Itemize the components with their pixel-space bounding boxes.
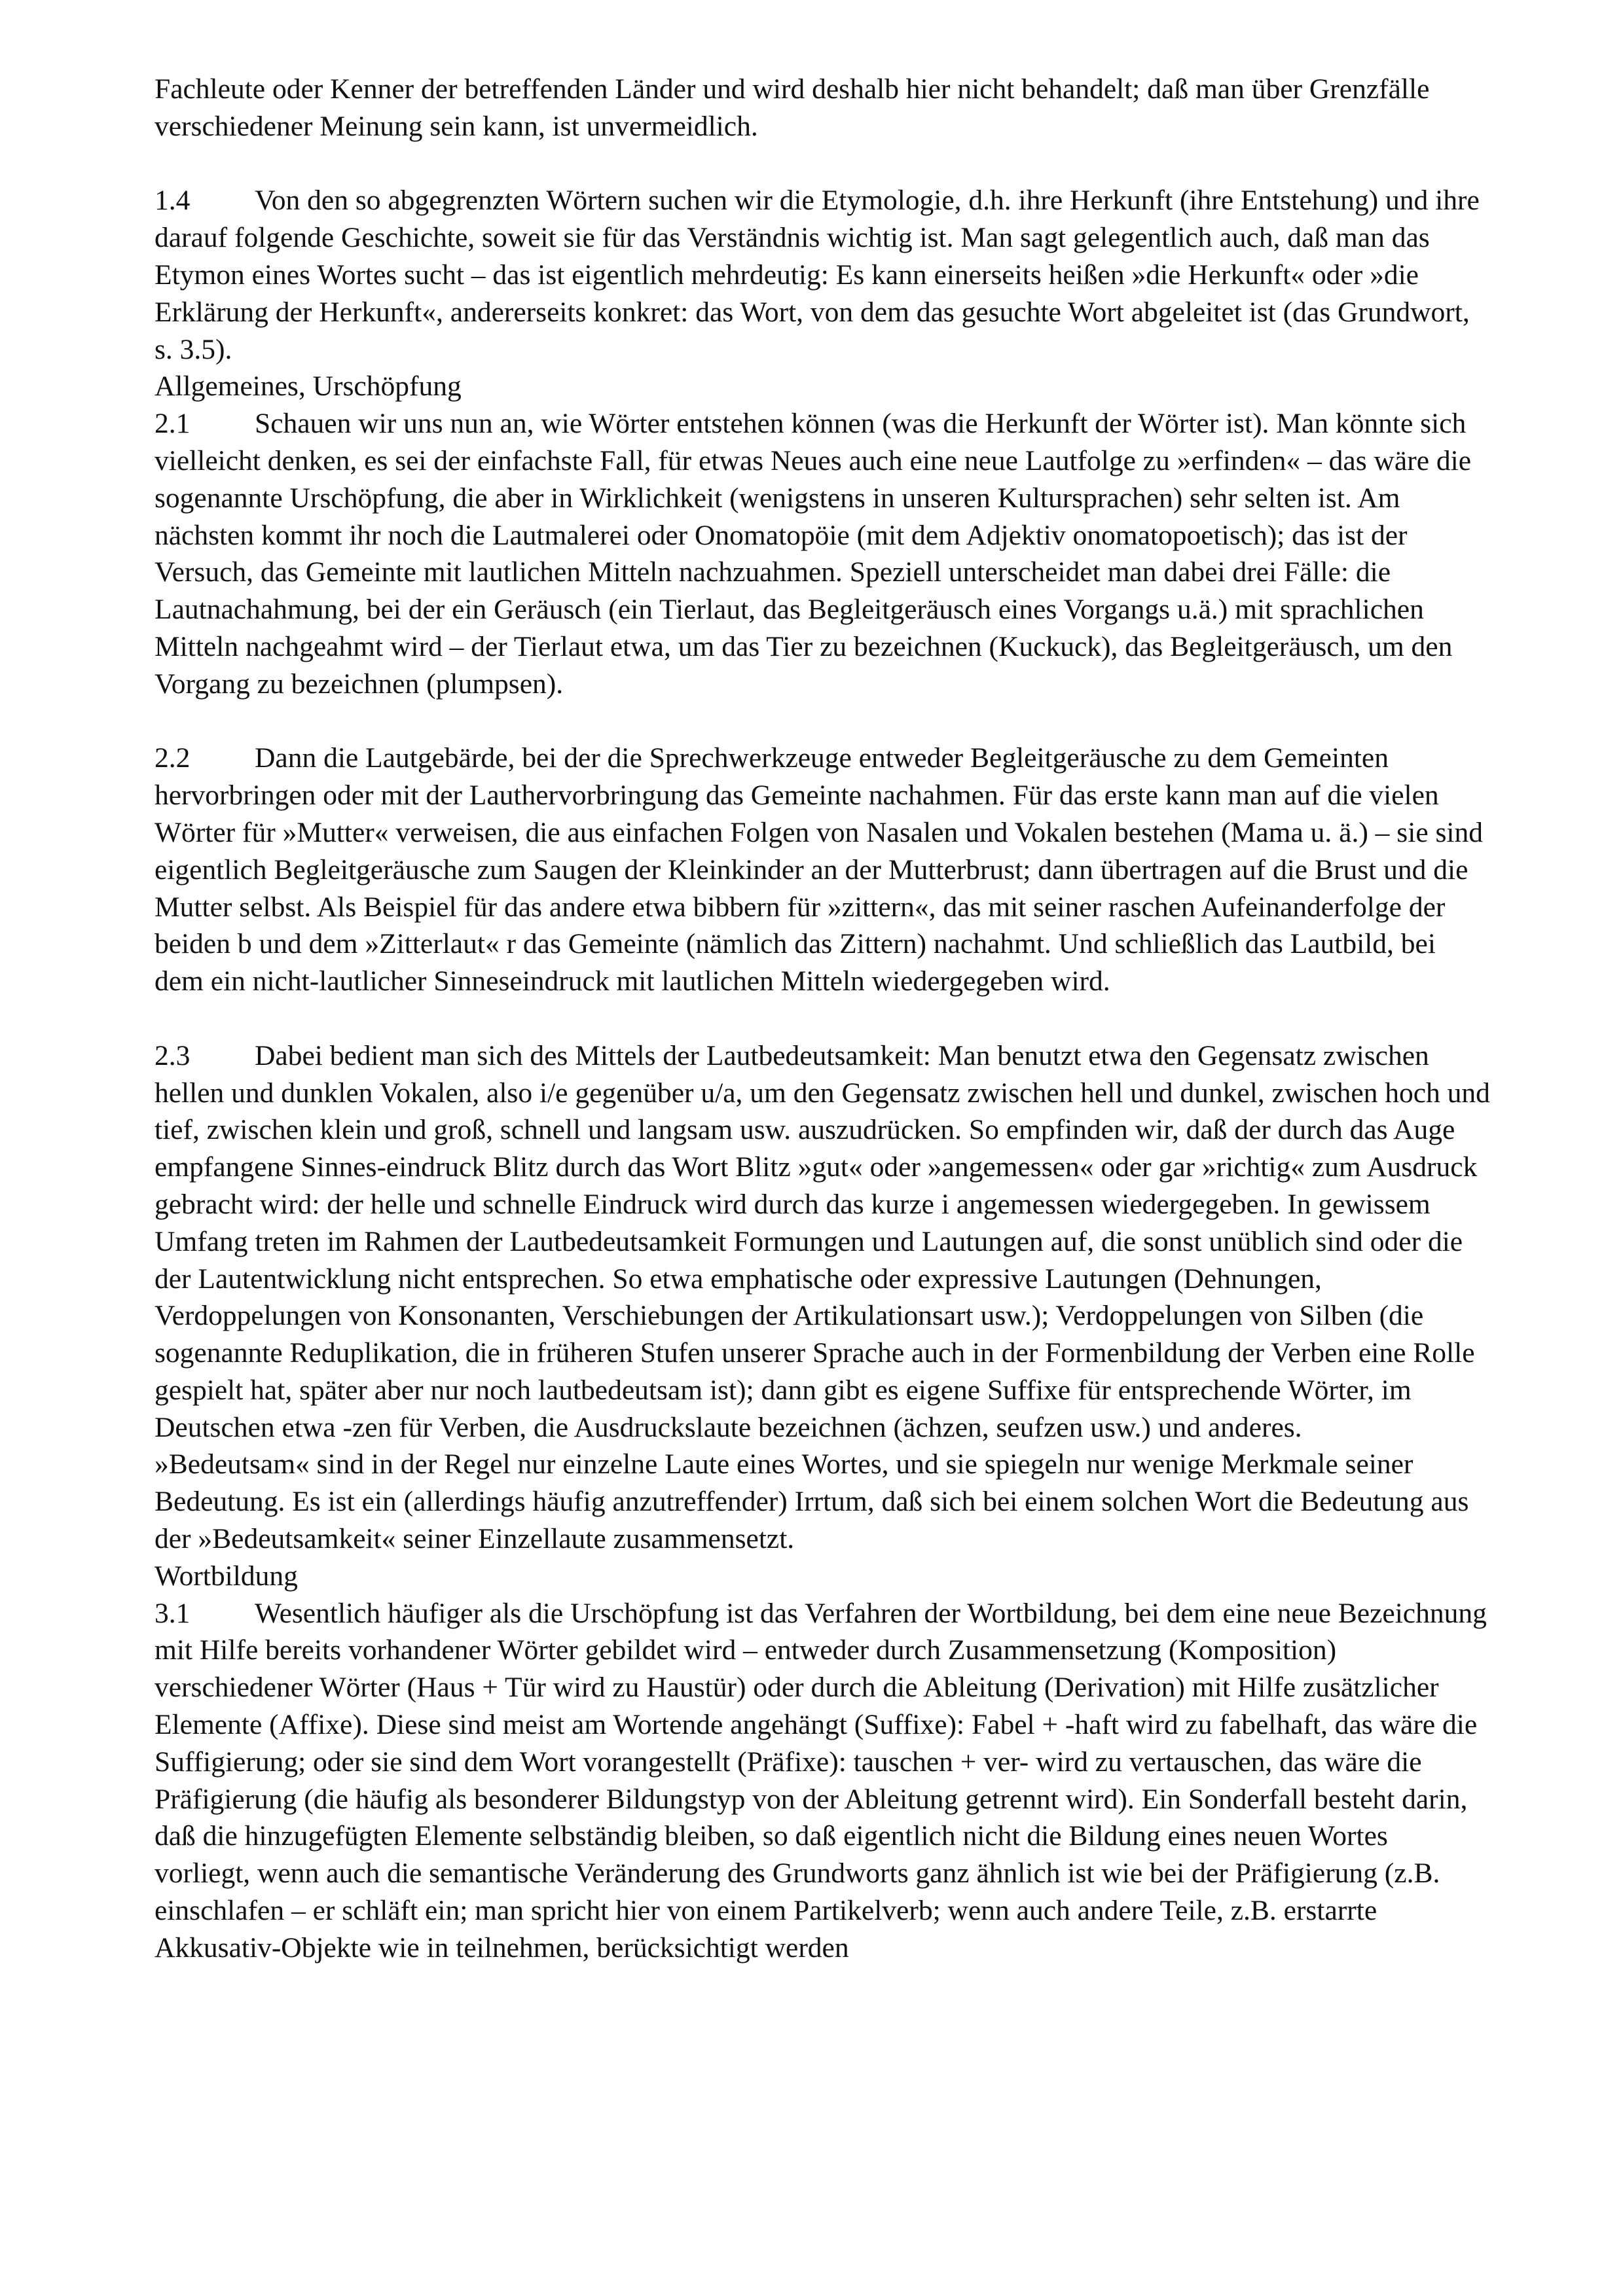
- paragraph-2-2: [155, 740, 1490, 1000]
- section-number-2-1: 2.1: [155, 408, 191, 440]
- paragraph-gap: [155, 1000, 1490, 1037]
- section-number-1-4: 1.4: [155, 185, 191, 217]
- paragraph-3-1: [155, 1595, 1490, 1967]
- heading-allgemeines: Allgemeines, Urschöpfung: [155, 370, 462, 403]
- paragraph-1-4: [155, 182, 1490, 368]
- paragraph-2-1-text: Schauen wir uns nun an, wie Wörter entstehen können (was die Herkunft der Wörter ist). Man könnte sich vielleicht denken, es sei der einfachste Fall, für etwas Neues auch eine neue Lautfolge zu »erfinden« – das wäre die sogenannte Urschöpfung, die aber in Wirklichkeit (wenigstens in unseren Kultursprachen) sehr selten ist. Am nächsten kommt ihr noch die Lautmalerei oder Onomatopöie (mit dem Adjektiv onomatopoetisch); das ist der Versuch, das Gemeinte mit lautlichen Mitteln nachzuahmen. Speziell unterscheidet man dabei drei Fälle: die Lautnachahmung, bei der ein Geräusch (ein Tierlaut, das Begleitgeräusch eines Vorgangs u.ä.) mit sprachlichen Mitteln nachgeahmt wird – der Tierlaut etwa, um das Tier zu bezeichnen (Kuckuck), das Begleitgeräusch, um den Vorgang zu bezeichnen (plumpsen).: [155, 408, 1472, 700]
- paragraph-2-3-continuation: »Bedeutsam« sind in der Regel nur einzelne Laute eines Wortes, und sie spiegeln nur wenige Merkmale seiner Bedeutung. Es ist ein (allerdings häufig anzutreffender) Irrtum, daß sich bei einem solchen Wort die Bedeutung aus der »Bedeutsamkeit« seiner Einzellaute zusammensetzt.: [155, 1448, 1469, 1555]
- paragraph-2-3-text: Dabei bedient man sich des Mittels der Lautbedeutsamkeit: Man benutzt etwa den Gegensatz zwischen hellen und dunklen Vokalen, also i/e gegenüber u/a, um den Gegensatz zwischen hell und dunkel, zwischen hoch und tief, zwischen klein und groß, schnell und langsam usw. auszudrücken. So empfinden wir, daß der durch das Auge empfangene Sinnes-eindruck Blitz durch das Wort Blitz »gut« oder »angemessen« oder gar »richtig« zum Ausdruck gebracht wird: der helle und schnelle Eindruck wird durch das kurze i angemessen wiedergegeben. In gewissem Umfang treten im Rahmen der Lautbedeutsamkeit Formungen und Lautungen auf, die sonst unüblich sind oder die der Lautentwicklung nicht entsprechen. So etwa emphatische oder expressive Lautungen (Dehnungen, Verdoppelungen von Konsonanten, Verschiebungen der Artikulationsart usw.); Verdoppelungen von Silben (die sogenannte Reduplikation, die in früheren Stufen unserer Sprache auch in der Formenbildung der Verben eine Rolle gespielt hat, später aber nur noch lautbedeutsam ist); dann gibt es eigene Suffixe für entsprechende Wörter, im Deutschen etwa -zen für Verben, die Ausdruckslaute bezeichnen (ächzen, seufzen usw.) und anderes.: [155, 1039, 1490, 1443]
- paragraph-2-2-text: Dann die Lautgebärde, bei der die Sprechwerkzeuge entweder Begleitgeräusche zu dem Gemeinten hervorbringen oder mit der Lauthervorbringung das Gemeinte nachahmen. Für das erste kann man auf die vielen Wörter für »Mutter« verweisen, die aus einfachen Folgen von Nasalen und Vokalen bestehen (Mama u. ä.) – sie sind eigentlich Begleitgeräusche zum Saugen der Kleinkinder an der Mutterbrust; dann übertragen auf die Brust und die Mutter selbst. Als Beispiel für das andere etwa bibbern für »zittern«, das mit seiner raschen Aufeinanderfolge der beiden b und dem »Zitterlaut« r das Gemeinte (nämlich das Zittern) nachahmt. Und schließlich das Lautbild, bei dem ein nicht-lautlicher Sinneseindruck mit lautlichen Mitteln wiedergegeben wird.: [155, 742, 1484, 997]
- paragraph-2-3: [155, 1037, 1490, 1446]
- paragraph-gap: [155, 145, 1490, 183]
- paragraph-1-4-text: Von den so abgegrenzten Wörtern suchen wir die Etymologie, d.h. ihre Herkunft (ihre Entstehung) und ihre darauf folgende Geschichte, soweit sie für das Verständnis wichtig ist. Man sagt gelegentlich auch, daß man das Etymon eines Wortes sucht – das ist eigentlich mehrdeutig: Es kann einerseits heißen »die Herkunft« oder »die Erklärung der Herkunft«, andererseits konkret: das Wort, von dem das gesuchte Wort abgeleitet ist (das Grundwort, s. 3.5).: [155, 185, 1480, 365]
- heading-wortbildung: Wortbildung: [155, 1560, 298, 1592]
- document-page: [155, 71, 1490, 1967]
- paragraph-intro-tail: Fachleute oder Kenner der betreffenden Länder und wird deshalb hier nicht behandelt; daß man über Grenzfälle verschiedener Meinung sein kann, ist unvermeidlich.: [155, 73, 1430, 142]
- section-number-2-3: 2.3: [155, 1039, 191, 1071]
- section-number-3-1: 3.1: [155, 1597, 191, 1629]
- paragraph-gap: [155, 703, 1490, 740]
- section-number-2-2: 2.2: [155, 742, 191, 774]
- paragraph-3-1-text: Wesentlich häufiger als die Urschöpfung ist das Verfahren der Wortbildung, bei dem eine neue Bezeichnung mit Hilfe bereits vorhandener Wörter gebildet wird – entweder durch Zusammensetzung (Komposition) verschiedener Wörter (Haus + Tür wird zu Haustür) oder durch die Ableitung (Derivation) mit Hilfe zusätzlicher Elemente (Affixe). Diese sind meist am Wortende angehängt (Suffixe): Fabel + -haft wird zu fabelhaft, das wäre die Suffigierung; oder sie sind dem Wort vorangestellt (Präfixe): tauschen + ver- wird zu vertauschen, das wäre die Präfigierung (die häufig als besonderer Bildungstyp von der Ableitung getrennt wird). Ein Sonderfall besteht darin, daß die hinzugefügten Elemente selbständig bleiben, so daß eigentlich nicht die Bildung eines neuen Wortes vorliegt, wenn auch die semantische Veränderung des Grundworts ganz ähnlich ist wie bei der Präfigierung (z.B. einschlafen – er schläft ein; man spricht hier von einem Partikelverb; wenn auch andere Teile, z.B. erstarrte Akkusativ-Objekte wie in teilnehmen, berücksichtigt werden: [155, 1597, 1487, 1964]
- paragraph-2-1: [155, 405, 1490, 702]
